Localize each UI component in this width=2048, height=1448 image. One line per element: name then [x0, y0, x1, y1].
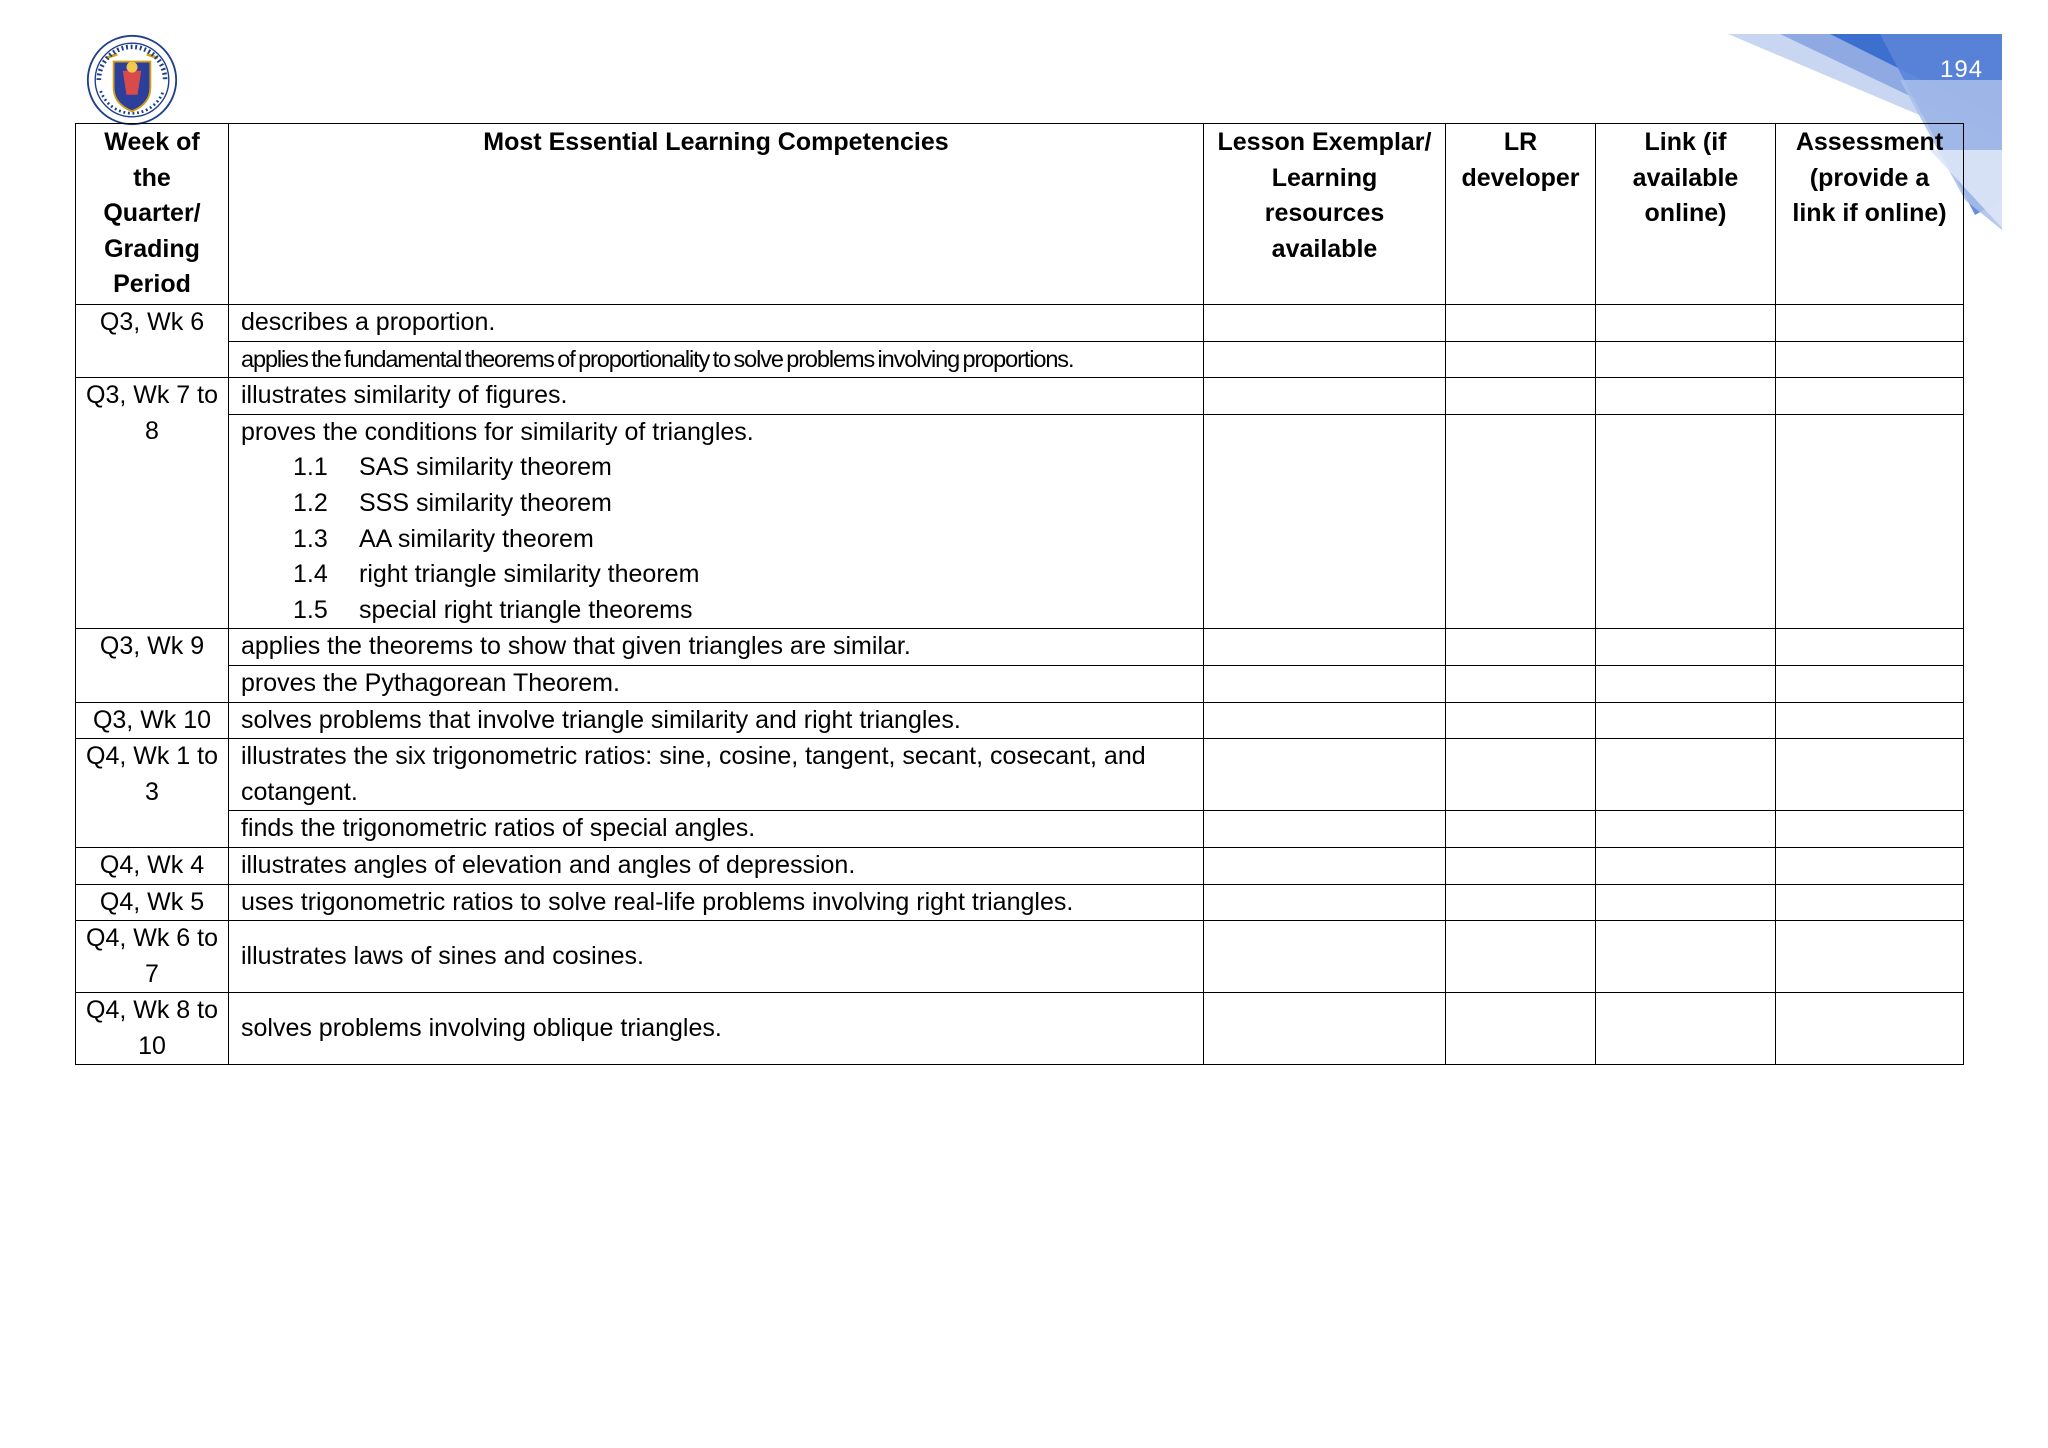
competency-cell: applies the theorems to show that given triangles are similar.	[229, 629, 1204, 666]
week-cell: Q3, Wk 6	[76, 305, 229, 378]
competency-cell: applies the fundamental theorems of proportionality to solve problems involving proportions.	[229, 341, 1204, 378]
empty-cell	[1596, 739, 1776, 811]
sub-text: special right triangle theorems	[359, 595, 693, 624]
empty-cell	[1776, 811, 1964, 848]
week-cell: Q4, Wk 6 to 7	[76, 921, 229, 993]
deped-seal-icon	[86, 34, 178, 126]
empty-cell	[1204, 665, 1446, 702]
header-lr-developer: LR developer	[1446, 124, 1596, 305]
competency-cell: uses trigonometric ratios to solve real-life problems involving right triangles.	[229, 884, 1204, 921]
empty-cell	[1204, 811, 1446, 848]
empty-cell	[1446, 629, 1596, 666]
table-row	[76, 629, 1964, 666]
empty-cell	[1776, 665, 1964, 702]
competency-cell: illustrates similarity of figures.	[229, 378, 1204, 415]
empty-cell	[1446, 921, 1596, 993]
empty-cell	[1596, 414, 1776, 629]
empty-cell	[1446, 378, 1596, 415]
empty-cell	[1596, 378, 1776, 415]
week-cell: Q4, Wk 4	[76, 847, 229, 884]
empty-cell	[1446, 811, 1596, 848]
competency-cell: proves the Pythagorean Theorem.	[229, 665, 1204, 702]
table-row	[76, 884, 1964, 921]
list-item	[241, 593, 1191, 629]
empty-cell	[1776, 702, 1964, 739]
week-cell: Q4, Wk 5	[76, 884, 229, 921]
competency-cell: illustrates the six trigonometric ratios: sine, cosine, tangent, secant, cosecant, and cotangent.	[229, 739, 1204, 811]
header-link: Link (if available online)	[1596, 124, 1776, 305]
week-cell: Q4, Wk 8 to 10	[76, 993, 229, 1065]
sub-text: AA similarity theorem	[359, 524, 594, 553]
table-row	[76, 414, 1964, 629]
empty-cell	[1596, 305, 1776, 342]
table-row	[76, 847, 1964, 884]
empty-cell	[1204, 993, 1446, 1065]
competency-text: proves the conditions for similarity of triangles.	[241, 417, 754, 446]
table-row	[76, 811, 1964, 848]
empty-cell	[1776, 305, 1964, 342]
week-cell: Q3, Wk 7 to 8	[76, 378, 229, 629]
empty-cell	[1204, 847, 1446, 884]
week-cell: Q4, Wk 1 to 3	[76, 739, 229, 848]
week-cell: Q3, Wk 9	[76, 629, 229, 702]
competency-cell: solves problems that involve triangle similarity and right triangles.	[229, 702, 1204, 739]
empty-cell	[1776, 739, 1964, 811]
list-item	[241, 450, 1191, 486]
sub-number: 1.5	[293, 595, 328, 624]
empty-cell	[1776, 629, 1964, 666]
empty-cell	[1776, 414, 1964, 629]
header-competencies: Most Essential Learning Competencies	[229, 124, 1204, 305]
sub-text: SAS similarity theorem	[359, 453, 612, 482]
empty-cell	[1204, 629, 1446, 666]
competency-cell: solves problems involving oblique triangles.	[229, 993, 1204, 1065]
empty-cell	[1446, 884, 1596, 921]
header-assessment: Assessment (provide a link if online)	[1776, 124, 1964, 305]
empty-cell	[1596, 993, 1776, 1065]
empty-cell	[1776, 847, 1964, 884]
empty-cell	[1596, 811, 1776, 848]
table-row	[76, 341, 1964, 378]
empty-cell	[1776, 378, 1964, 415]
empty-cell	[1446, 702, 1596, 739]
empty-cell	[1204, 341, 1446, 378]
empty-cell	[1446, 847, 1596, 884]
list-item	[241, 522, 1191, 558]
list-item	[241, 557, 1191, 593]
empty-cell	[1446, 665, 1596, 702]
table-row	[76, 702, 1964, 739]
empty-cell	[1596, 341, 1776, 378]
competency-cell: finds the trigonometric ratios of special angles.	[229, 811, 1204, 848]
empty-cell	[1776, 921, 1964, 993]
competency-cell: describes a proportion.	[229, 305, 1204, 342]
sub-text: SSS similarity theorem	[359, 488, 612, 517]
empty-cell	[1204, 702, 1446, 739]
empty-cell	[1204, 414, 1446, 629]
empty-cell	[1204, 921, 1446, 993]
sub-list	[241, 450, 1191, 628]
empty-cell	[1596, 702, 1776, 739]
empty-cell	[1446, 739, 1596, 811]
sub-text: right triangle similarity theorem	[359, 560, 700, 589]
table-row	[76, 305, 1964, 342]
empty-cell	[1776, 884, 1964, 921]
sub-number: 1.3	[293, 524, 328, 553]
page-number: 194	[1940, 56, 1984, 83]
table-row	[76, 921, 1964, 993]
empty-cell	[1776, 341, 1964, 378]
empty-cell	[1596, 884, 1776, 921]
sub-number: 1.1	[293, 453, 328, 482]
week-cell: Q3, Wk 10	[76, 702, 229, 739]
table-row	[76, 665, 1964, 702]
table-row	[76, 378, 1964, 415]
empty-cell	[1446, 305, 1596, 342]
empty-cell	[1596, 921, 1776, 993]
competency-cell: illustrates angles of elevation and angles of depression.	[229, 847, 1204, 884]
competency-cell: illustrates laws of sines and cosines.	[229, 921, 1204, 993]
empty-cell	[1204, 305, 1446, 342]
empty-cell	[1446, 993, 1596, 1065]
empty-cell	[1446, 414, 1596, 629]
empty-cell	[1596, 629, 1776, 666]
empty-cell	[1204, 884, 1446, 921]
header-lesson-exemplar: Lesson Exemplar/ Learning resources available	[1204, 124, 1446, 305]
empty-cell	[1596, 847, 1776, 884]
sub-number: 1.4	[293, 560, 328, 589]
empty-cell	[1204, 739, 1446, 811]
table-row	[76, 739, 1964, 811]
table-header-row	[76, 124, 1964, 305]
sub-number: 1.2	[293, 488, 328, 517]
table-row	[76, 993, 1964, 1065]
empty-cell	[1204, 378, 1446, 415]
header-week: Week of the Quarter/ Grading Period	[76, 124, 229, 305]
empty-cell	[1776, 993, 1964, 1065]
list-item	[241, 486, 1191, 522]
empty-cell	[1596, 665, 1776, 702]
melc-table	[75, 123, 1964, 1065]
empty-cell	[1446, 341, 1596, 378]
competency-cell	[229, 414, 1204, 629]
